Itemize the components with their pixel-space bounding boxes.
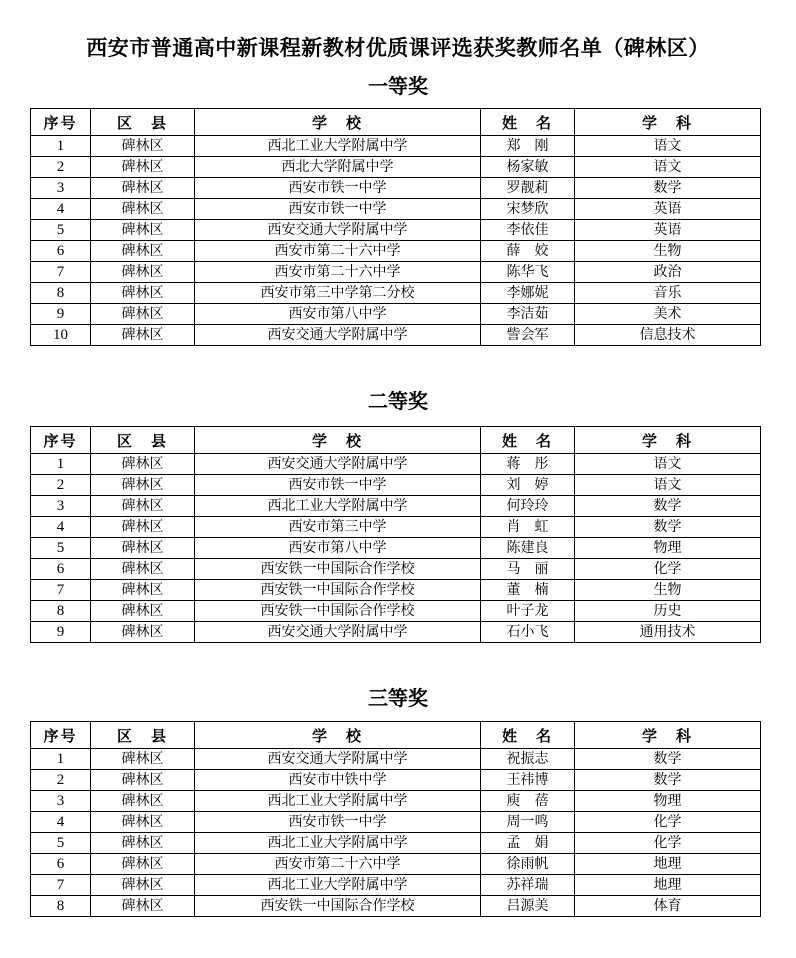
- cell-district: 碑林区: [91, 854, 195, 875]
- table-row: [31, 538, 761, 559]
- cell-index: 3: [31, 496, 91, 517]
- cell-district: 碑林区: [91, 199, 195, 220]
- cell-subject: 语文: [575, 157, 761, 178]
- cell-school: 西安铁一中国际合作学校: [195, 559, 481, 580]
- cell-school: 西安铁一中国际合作学校: [195, 580, 481, 601]
- cell-index: 8: [31, 283, 91, 304]
- header-index: 序号: [31, 722, 91, 749]
- cell-district: 碑林区: [91, 875, 195, 896]
- cell-index: 5: [31, 220, 91, 241]
- cell-index: 1: [31, 749, 91, 770]
- cell-school: 西安铁一中国际合作学校: [195, 601, 481, 622]
- cell-district: 碑林区: [91, 517, 195, 538]
- section-heading-first-prize: 一等奖: [368, 74, 428, 98]
- header-index: 序号: [31, 109, 91, 136]
- cell-name: 叶子龙: [481, 601, 575, 622]
- cell-school: 西安市第八中学: [195, 304, 481, 325]
- cell-subject: 数学: [575, 770, 761, 791]
- cell-index: 2: [31, 157, 91, 178]
- cell-school: 西安市第二十六中学: [195, 241, 481, 262]
- table-row: [31, 812, 761, 833]
- section-heading-second-prize: 二等奖: [368, 389, 428, 413]
- header-district: 区 县: [91, 427, 195, 454]
- cell-subject: 语文: [575, 475, 761, 496]
- cell-name: 陈建良: [481, 538, 575, 559]
- cell-subject: 历史: [575, 601, 761, 622]
- cell-district: 碑林区: [91, 770, 195, 791]
- section-heading-third-prize: 三等奖: [368, 686, 428, 710]
- table-row: [31, 157, 761, 178]
- cell-school: 西安市铁一中学: [195, 199, 481, 220]
- cell-name: 周一鸣: [481, 812, 575, 833]
- cell-district: 碑林区: [91, 833, 195, 854]
- cell-school: 西安市第三中学: [195, 517, 481, 538]
- table-row: [31, 622, 761, 643]
- table-row: [31, 896, 761, 917]
- cell-name: 罗靓莉: [481, 178, 575, 199]
- cell-index: 10: [31, 325, 91, 346]
- cell-subject: 生物: [575, 241, 761, 262]
- cell-name: 庾 蓓: [481, 791, 575, 812]
- cell-subject: 政治: [575, 262, 761, 283]
- cell-subject: 美术: [575, 304, 761, 325]
- cell-subject: 数学: [575, 749, 761, 770]
- cell-district: 碑林区: [91, 601, 195, 622]
- header-subject: 学 科: [575, 722, 761, 749]
- cell-index: 4: [31, 812, 91, 833]
- cell-district: 碑林区: [91, 496, 195, 517]
- cell-index: 1: [31, 136, 91, 157]
- cell-name: 刘 婷: [481, 475, 575, 496]
- header-name: 姓 名: [481, 427, 575, 454]
- cell-name: 吕源美: [481, 896, 575, 917]
- cell-school: 西安交通大学附属中学: [195, 749, 481, 770]
- table-row: [31, 517, 761, 538]
- table-row: [31, 475, 761, 496]
- cell-district: 碑林区: [91, 262, 195, 283]
- cell-district: 碑林区: [91, 325, 195, 346]
- cell-district: 碑林区: [91, 559, 195, 580]
- cell-subject: 音乐: [575, 283, 761, 304]
- second-prize-table: [30, 426, 761, 643]
- cell-school: 西安市中铁中学: [195, 770, 481, 791]
- table-row: [31, 770, 761, 791]
- cell-school: 西安交通大学附属中学: [195, 325, 481, 346]
- cell-school: 西北工业大学附属中学: [195, 875, 481, 896]
- cell-subject: 体育: [575, 896, 761, 917]
- cell-subject: 信息技术: [575, 325, 761, 346]
- table-row: [31, 136, 761, 157]
- cell-name: 马 丽: [481, 559, 575, 580]
- cell-district: 碑林区: [91, 475, 195, 496]
- table-row: [31, 283, 761, 304]
- table-row: [31, 325, 761, 346]
- cell-index: 8: [31, 896, 91, 917]
- header-subject: 学 科: [575, 109, 761, 136]
- table-row: [31, 304, 761, 325]
- cell-school: 西安市第八中学: [195, 538, 481, 559]
- cell-name: 王祎博: [481, 770, 575, 791]
- table-row: [31, 580, 761, 601]
- cell-name: 訾会军: [481, 325, 575, 346]
- cell-index: 6: [31, 241, 91, 262]
- cell-school: 西北工业大学附属中学: [195, 496, 481, 517]
- table-row: [31, 791, 761, 812]
- cell-name: 郑 刚: [481, 136, 575, 157]
- cell-name: 陈华飞: [481, 262, 575, 283]
- cell-subject: 化学: [575, 833, 761, 854]
- table-row: [31, 875, 761, 896]
- cell-school: 西安交通大学附属中学: [195, 454, 481, 475]
- cell-index: 2: [31, 475, 91, 496]
- cell-subject: 语文: [575, 136, 761, 157]
- header-district: 区 县: [91, 722, 195, 749]
- table-row: [31, 749, 761, 770]
- header-school: 学 校: [195, 109, 481, 136]
- cell-subject: 化学: [575, 559, 761, 580]
- cell-subject: 通用技术: [575, 622, 761, 643]
- cell-index: 4: [31, 517, 91, 538]
- cell-name: 孟 娟: [481, 833, 575, 854]
- first-prize-table: [30, 108, 761, 346]
- header-subject: 学 科: [575, 427, 761, 454]
- cell-district: 碑林区: [91, 538, 195, 559]
- cell-district: 碑林区: [91, 812, 195, 833]
- cell-subject: 地理: [575, 875, 761, 896]
- cell-index: 3: [31, 178, 91, 199]
- header-name: 姓 名: [481, 722, 575, 749]
- third-prize-table: [30, 721, 761, 917]
- table-row: [31, 178, 761, 199]
- cell-district: 碑林区: [91, 896, 195, 917]
- cell-subject: 物理: [575, 538, 761, 559]
- table-row: [31, 454, 761, 475]
- cell-index: 7: [31, 262, 91, 283]
- cell-subject: 英语: [575, 220, 761, 241]
- cell-index: 7: [31, 580, 91, 601]
- cell-school: 西安市第二十六中学: [195, 854, 481, 875]
- cell-index: 8: [31, 601, 91, 622]
- cell-name: 董 楠: [481, 580, 575, 601]
- header-index: 序号: [31, 427, 91, 454]
- cell-school: 西北工业大学附属中学: [195, 833, 481, 854]
- cell-district: 碑林区: [91, 136, 195, 157]
- cell-subject: 数学: [575, 517, 761, 538]
- cell-name: 肖 虹: [481, 517, 575, 538]
- cell-index: 9: [31, 304, 91, 325]
- header-district: 区 县: [91, 109, 195, 136]
- cell-district: 碑林区: [91, 157, 195, 178]
- cell-school: 西安市第三中学第二分校: [195, 283, 481, 304]
- cell-subject: 地理: [575, 854, 761, 875]
- cell-name: 苏祥瑞: [481, 875, 575, 896]
- header-name: 姓 名: [481, 109, 575, 136]
- cell-index: 2: [31, 770, 91, 791]
- cell-index: 5: [31, 538, 91, 559]
- cell-district: 碑林区: [91, 749, 195, 770]
- cell-district: 碑林区: [91, 454, 195, 475]
- cell-name: 祝振志: [481, 749, 575, 770]
- table-header-row: [31, 427, 761, 454]
- table-row: [31, 241, 761, 262]
- table-row: [31, 220, 761, 241]
- cell-subject: 数学: [575, 178, 761, 199]
- table-row: [31, 496, 761, 517]
- table-row: [31, 601, 761, 622]
- cell-school: 西安交通大学附属中学: [195, 220, 481, 241]
- cell-district: 碑林区: [91, 304, 195, 325]
- cell-name: 石小飞: [481, 622, 575, 643]
- cell-index: 4: [31, 199, 91, 220]
- cell-school: 西安铁一中国际合作学校: [195, 896, 481, 917]
- cell-school: 西北大学附属中学: [195, 157, 481, 178]
- cell-school: 西北工业大学附属中学: [195, 791, 481, 812]
- cell-index: 3: [31, 791, 91, 812]
- cell-school: 西安市铁一中学: [195, 475, 481, 496]
- cell-name: 徐雨帆: [481, 854, 575, 875]
- cell-subject: 物理: [575, 791, 761, 812]
- cell-name: 薛 姣: [481, 241, 575, 262]
- table-header-row: [31, 109, 761, 136]
- page-title: 西安市普通高中新课程新教材优质课评选获奖教师名单（碑林区）: [86, 36, 710, 60]
- cell-district: 碑林区: [91, 580, 195, 601]
- cell-district: 碑林区: [91, 791, 195, 812]
- cell-index: 6: [31, 559, 91, 580]
- cell-subject: 化学: [575, 812, 761, 833]
- cell-district: 碑林区: [91, 178, 195, 199]
- table-header-row: [31, 722, 761, 749]
- header-school: 学 校: [195, 722, 481, 749]
- cell-district: 碑林区: [91, 283, 195, 304]
- cell-district: 碑林区: [91, 241, 195, 262]
- cell-name: 李娜妮: [481, 283, 575, 304]
- cell-subject: 数学: [575, 496, 761, 517]
- cell-district: 碑林区: [91, 622, 195, 643]
- table-row: [31, 833, 761, 854]
- cell-name: 李依佳: [481, 220, 575, 241]
- cell-name: 何玲玲: [481, 496, 575, 517]
- header-school: 学 校: [195, 427, 481, 454]
- cell-district: 碑林区: [91, 220, 195, 241]
- cell-subject: 语文: [575, 454, 761, 475]
- cell-school: 西安交通大学附属中学: [195, 622, 481, 643]
- cell-name: 蒋 彤: [481, 454, 575, 475]
- table-row: [31, 854, 761, 875]
- cell-subject: 英语: [575, 199, 761, 220]
- cell-index: 5: [31, 833, 91, 854]
- cell-name: 宋梦欣: [481, 199, 575, 220]
- cell-school: 西安市铁一中学: [195, 178, 481, 199]
- cell-school: 西安市铁一中学: [195, 812, 481, 833]
- table-row: [31, 199, 761, 220]
- table-row: [31, 559, 761, 580]
- cell-name: 李洁茹: [481, 304, 575, 325]
- cell-subject: 生物: [575, 580, 761, 601]
- cell-index: 1: [31, 454, 91, 475]
- cell-name: 杨家敏: [481, 157, 575, 178]
- table-row: [31, 262, 761, 283]
- cell-school: 西北工业大学附属中学: [195, 136, 481, 157]
- cell-index: 7: [31, 875, 91, 896]
- cell-school: 西安市第二十六中学: [195, 262, 481, 283]
- cell-index: 9: [31, 622, 91, 643]
- cell-index: 6: [31, 854, 91, 875]
